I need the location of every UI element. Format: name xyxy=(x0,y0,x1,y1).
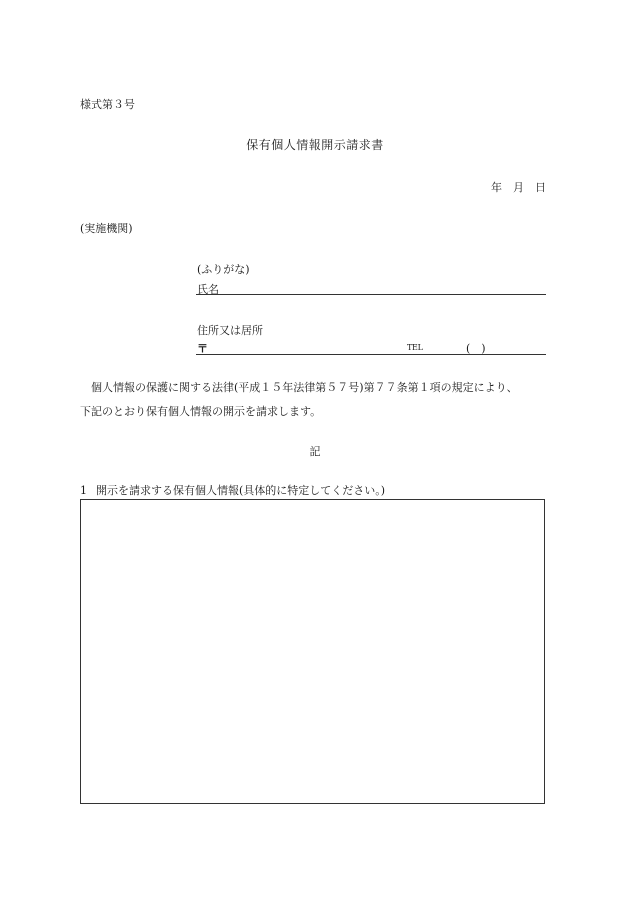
date-line: 年 月 日 xyxy=(491,181,546,194)
form-number: 様式第３号 xyxy=(80,98,135,111)
name-label: 氏名 xyxy=(197,283,219,296)
postal-mark: 〒 xyxy=(197,342,208,355)
tel-label: TEL xyxy=(407,343,423,352)
item-1-label: 開示を請求する保有個人情報(具体的に特定してください。) xyxy=(96,484,386,497)
page-title: 保有個人情報開示請求書 xyxy=(246,138,384,152)
furigana-label: (ふりがな) xyxy=(197,263,250,276)
name-field-line[interactable] xyxy=(196,294,546,295)
address-label: 住所又は居所 xyxy=(197,324,263,337)
item-1-heading xyxy=(80,482,385,498)
request-statement-line-2: 下記のとおり保有個人情報の開示を請求します。 xyxy=(80,405,322,418)
request-statement-line-1: 個人情報の保護に関する法律(平成１５年法律第５７号)第７７条第１項の規定により、 xyxy=(91,381,518,394)
address-field-line[interactable] xyxy=(196,354,546,355)
agency-label: (実施機関) xyxy=(80,222,133,235)
tel-area-code-parentheses: ( ) xyxy=(466,342,486,355)
requested-info-box[interactable] xyxy=(80,499,545,804)
item-1-number: 1 xyxy=(80,484,87,497)
note-heading: 記 xyxy=(309,445,321,458)
request-statement xyxy=(80,376,550,424)
